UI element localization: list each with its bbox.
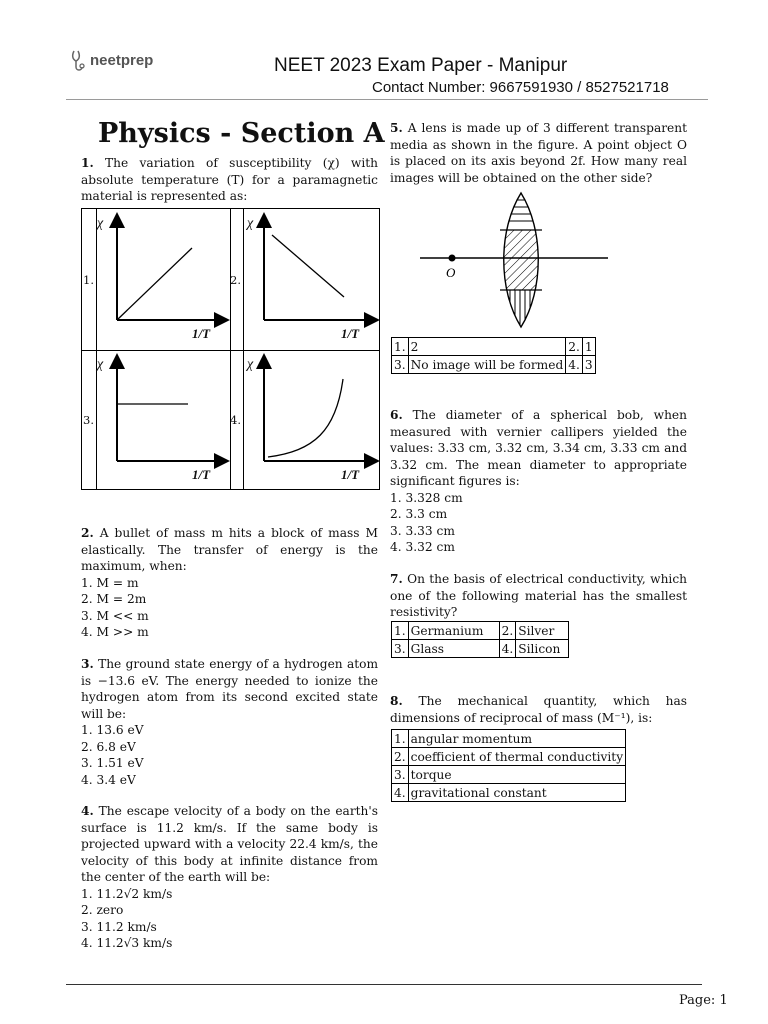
q8-options-table: [391, 729, 626, 802]
question-number: 8.: [390, 694, 403, 708]
option-text: gravitational constant: [408, 784, 625, 802]
question-number: 3.: [81, 657, 94, 671]
question-number: 5.: [390, 121, 403, 135]
option-text: Germanium: [408, 622, 499, 640]
table-row: [392, 356, 596, 374]
header-divider: [66, 99, 708, 100]
question-6: [390, 407, 687, 556]
question-number: 1.: [81, 156, 94, 170]
option-num: 2.: [566, 338, 583, 356]
question-text: The diameter of a spherical bob, when measured with vernier callipers yielded the values: 3.33 cm, 3.32 cm, 3.34 cm, 3.33 cm and 3.32 cm. The mean diameter to appropriate significant figures is:: [390, 408, 687, 488]
logo-text: neetprep: [90, 52, 154, 69]
option-text: coefficient of thermal conductivity: [408, 748, 625, 766]
footer-divider: [66, 984, 702, 985]
option: 2. M = 2m: [81, 592, 147, 606]
option-text: torque: [408, 766, 625, 784]
table-row: [392, 730, 626, 748]
graph-number: 1.: [83, 273, 94, 287]
question-text: The variation of susceptibility (χ) with absolute temperature (T) for a paramagnetic material is represented as:: [81, 156, 378, 203]
option-num: 1.: [392, 338, 409, 356]
option-num: 4.: [392, 784, 409, 802]
option-num: 2.: [499, 622, 516, 640]
question-text: The ground state energy of a hydrogen atom is −13.6 eV. The energy needed to ionize the hydrogen atom from its second excited state will be:: [81, 657, 379, 721]
table-row: [392, 766, 626, 784]
question-text: On the basis of electrical conductivity, which one of the following material has the smallest resistivity?: [390, 572, 688, 619]
option-num: 4.: [499, 640, 516, 658]
table-row: [392, 338, 596, 356]
option-text: Glass: [408, 640, 499, 658]
section-title: Physics - Section A: [98, 118, 385, 149]
graph-number: 3.: [83, 413, 94, 427]
option-text: 3: [582, 356, 595, 374]
question-text: The escape velocity of a body on the earth's surface is 11.2 km/s. If the same body is projected upward with a velocity 22.4 km/s, the velocity of this body at infinite distance from the center of the earth will be:: [81, 804, 379, 884]
question-text: A lens is made up of 3 different transparent media as shown in the figure. A point object O is placed on its axis beyond 2f. How many real images will be obtained on the other side?: [390, 121, 687, 185]
question-7: [390, 571, 687, 621]
table-row: [392, 784, 626, 802]
y-axis-label: χ: [247, 357, 254, 372]
question-number: 4.: [81, 804, 94, 818]
question-8: [390, 693, 687, 726]
option-num: 3.: [392, 356, 409, 374]
object-point: [449, 255, 456, 262]
contact-number: Contact Number: 9667591930 / 8527521718: [372, 79, 669, 96]
option-num: 1.: [392, 622, 409, 640]
option-num: 2.: [392, 748, 409, 766]
stethoscope-icon: [70, 49, 88, 73]
question-text: A bullet of mass m hits a block of mass M elastically. The transfer of energy is the maximum, when:: [81, 526, 378, 573]
table-row: [392, 622, 569, 640]
option: 2. 3.3 cm: [390, 507, 448, 521]
question-text: The mechanical quantity, which has dimensions of reciprocal of mass (M⁻¹), is:: [390, 694, 687, 725]
option-num: 4.: [566, 356, 583, 374]
y-axis-label: χ: [247, 216, 254, 231]
lens-figure: [418, 190, 610, 330]
x-axis-label: 1/T: [341, 326, 360, 341]
y-axis-label: χ: [97, 216, 104, 231]
option-text: 2: [408, 338, 566, 356]
table-row: [392, 748, 626, 766]
question-number: 7.: [390, 572, 403, 586]
option: 3. M << m: [81, 608, 149, 623]
y-axis-label: χ: [97, 357, 104, 372]
option: 1. 13.6 eV: [81, 723, 144, 737]
x-axis-label: 1/T: [192, 326, 211, 341]
q5-options-table: [391, 337, 596, 374]
q1-graph-grid: [81, 208, 380, 490]
option-text: No image will be formed: [408, 356, 566, 374]
table-row: [392, 640, 569, 658]
option: 3. 11.2 km/s: [81, 919, 157, 934]
option-num: 1.: [392, 730, 409, 748]
option: 2. 6.8 eV: [81, 739, 136, 754]
option-text: angular momentum: [408, 730, 625, 748]
x-axis-label: 1/T: [341, 467, 360, 482]
option: 1. M = m: [81, 575, 139, 590]
option-text: 1: [582, 338, 595, 356]
x-axis-label: 1/T: [192, 467, 211, 482]
page-number: Page: 1: [679, 993, 728, 1008]
q7-options-table: [391, 621, 569, 658]
graph-number: 2.: [230, 273, 241, 287]
question-4: [81, 803, 378, 952]
option: 3. 3.33 cm: [390, 523, 455, 538]
option: 4. M >> m: [81, 625, 149, 639]
option: 3. 1.51 eV: [81, 756, 144, 770]
option: 4. 3.4 eV: [81, 772, 136, 787]
option: 4. 11.2√3 km/s: [81, 936, 173, 950]
option: 1. 11.2√2 km/s: [81, 886, 173, 901]
question-1: [81, 155, 378, 205]
option: 2. zero: [81, 903, 124, 917]
question-3: [81, 656, 378, 788]
question-number: 6.: [390, 408, 403, 422]
graph-number: 4.: [230, 413, 241, 427]
question-2: [81, 525, 378, 641]
neetprep-logo: [70, 52, 153, 69]
option: 4. 3.32 cm: [390, 540, 455, 554]
question-number: 2.: [81, 526, 94, 540]
option-text: Silver: [516, 622, 569, 640]
option-num: 3.: [392, 640, 409, 658]
option: 1. 3.328 cm: [390, 490, 463, 505]
question-5: [390, 120, 687, 186]
exam-title: NEET 2023 Exam Paper - Manipur: [274, 55, 568, 76]
option-text: Silicon: [516, 640, 569, 658]
option-num: 3.: [392, 766, 409, 784]
object-label: O: [446, 265, 456, 280]
